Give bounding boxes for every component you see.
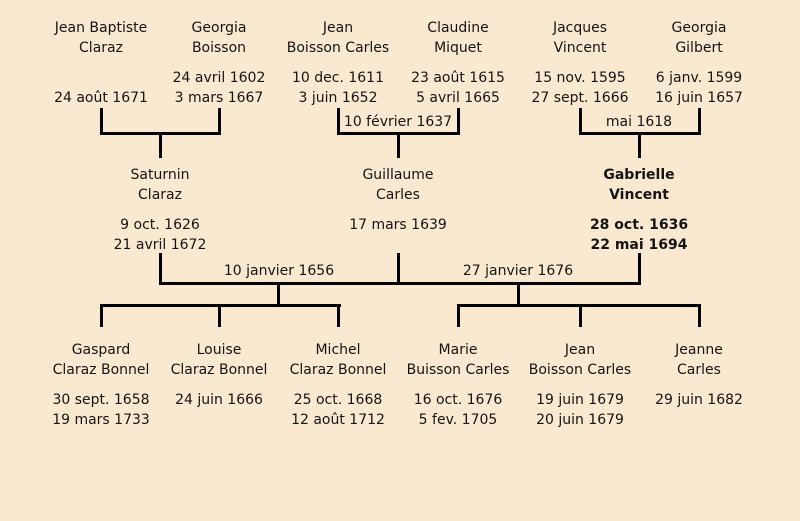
person-surname: Claraz Bonnel xyxy=(52,362,150,378)
person-given-name: Michel xyxy=(315,342,361,358)
person-surname: Boisson Carles xyxy=(286,40,390,56)
person-surname: Boisson xyxy=(191,40,247,56)
death-date: 19 mars 1733 xyxy=(52,412,150,428)
connector-line xyxy=(517,284,520,306)
death-date: 3 juin 1652 xyxy=(298,90,378,106)
birth-date: 30 sept. 1658 xyxy=(52,392,150,408)
birth-date: 24 juin 1666 xyxy=(175,392,263,408)
person-surname: Buisson Carles xyxy=(406,362,510,378)
person-surname: Vincent xyxy=(609,187,669,203)
death-date xyxy=(328,235,468,255)
person-michel-claraz-bonnel[interactable] xyxy=(268,340,408,430)
death-date: 22 mai 1694 xyxy=(590,237,688,253)
birth-date: 23 août 1615 xyxy=(411,70,505,86)
person-dates xyxy=(388,390,528,430)
connector-line xyxy=(397,253,400,285)
connector-line xyxy=(579,304,582,327)
person-given-name: Jeanne xyxy=(675,342,723,358)
person-gabrielle-vincent[interactable] xyxy=(569,165,709,255)
connector-line xyxy=(638,134,641,158)
connector-line xyxy=(218,304,221,327)
connector-line xyxy=(100,108,103,135)
person-jean-boisson-carles[interactable] xyxy=(268,18,408,108)
birth-date: 15 nov. 1595 xyxy=(534,70,626,86)
person-surname: Vincent xyxy=(553,40,607,56)
person-dates xyxy=(569,215,709,255)
person-given-name: Marie xyxy=(438,342,478,358)
person-saturnin-claraz[interactable] xyxy=(90,165,230,255)
person-given-name: Jean xyxy=(322,20,354,36)
person-surname: Claraz xyxy=(138,187,182,203)
connector-line xyxy=(218,108,221,135)
connector-line xyxy=(337,304,340,327)
death-date: 5 avril 1665 xyxy=(416,90,500,106)
person-surname: Carles xyxy=(376,187,420,203)
person-given-name: Claudine xyxy=(427,20,489,36)
birth-date: 6 janv. 1599 xyxy=(655,70,743,86)
death-date: 27 sept. 1666 xyxy=(531,90,629,106)
person-marie-buisson-carles[interactable] xyxy=(388,340,528,430)
connector-line xyxy=(159,282,641,285)
person-given-name: Jean Baptiste xyxy=(54,20,148,36)
death-date: 24 août 1671 xyxy=(54,90,148,106)
birth-date: 24 avril 1602 xyxy=(172,70,266,86)
person-given-name: Louise xyxy=(196,342,242,358)
connector-line xyxy=(397,134,400,158)
person-dates xyxy=(268,68,408,108)
person-surname: Claraz Bonnel xyxy=(170,362,268,378)
death-date: 5 fev. 1705 xyxy=(418,412,498,428)
person-jeanne-carles[interactable] xyxy=(629,340,769,430)
person-given-name: Jean xyxy=(564,342,596,358)
death-date: 16 juin 1657 xyxy=(655,90,743,106)
person-given-name: Jacques xyxy=(552,20,608,36)
connector-line xyxy=(100,304,103,327)
death-date xyxy=(629,410,769,430)
person-claudine-miquet[interactable] xyxy=(388,18,528,108)
death-date: 12 août 1712 xyxy=(291,412,385,428)
birth-date: 19 juin 1679 xyxy=(536,392,624,408)
person-surname: Claraz xyxy=(79,40,123,56)
person-dates xyxy=(388,68,528,108)
person-guillaume-carles[interactable] xyxy=(328,165,468,255)
person-surname: Miquet xyxy=(434,40,482,56)
death-date: 21 avril 1672 xyxy=(113,237,207,253)
person-dates xyxy=(90,215,230,255)
person-given-name: Gaspard xyxy=(71,342,131,358)
birth-date: 16 oct. 1676 xyxy=(413,392,503,408)
person-surname: Boisson Carles xyxy=(528,362,632,378)
connector-line xyxy=(457,304,460,327)
person-surname: Carles xyxy=(677,362,721,378)
marriage-date-label: mai 1618 xyxy=(605,114,673,130)
person-dates xyxy=(328,215,468,255)
connector-line xyxy=(159,134,162,158)
person-surname: Claraz Bonnel xyxy=(289,362,387,378)
person-given-name: Saturnin xyxy=(130,167,190,183)
death-date: 20 juin 1679 xyxy=(536,412,624,428)
person-given-name: Georgia xyxy=(671,20,727,36)
birth-date: 10 dec. 1611 xyxy=(292,70,384,86)
person-given-name: Gabrielle xyxy=(603,167,675,183)
marriage-date-label: 27 janvier 1676 xyxy=(462,263,574,279)
birth-date: 17 mars 1639 xyxy=(349,217,447,233)
birth-date: 28 oct. 1636 xyxy=(589,217,689,233)
connector-line xyxy=(277,284,280,306)
marriage-date-label: 10 janvier 1656 xyxy=(223,263,335,279)
connector-line xyxy=(698,304,701,327)
person-georgia-gilbert[interactable] xyxy=(629,18,769,108)
person-dates xyxy=(268,390,408,430)
person-dates xyxy=(629,68,769,108)
person-given-name: Georgia xyxy=(191,20,247,36)
birth-date: 25 oct. 1668 xyxy=(293,392,383,408)
connector-line xyxy=(159,253,162,285)
birth-date: 29 juin 1682 xyxy=(655,392,743,408)
marriage-date-label: 10 février 1637 xyxy=(343,114,453,130)
connector-line xyxy=(638,253,641,285)
person-given-name: Guillaume xyxy=(362,167,434,183)
birth-date: 9 oct. 1626 xyxy=(120,217,200,233)
death-date: 3 mars 1667 xyxy=(174,90,264,106)
person-surname: Gilbert xyxy=(675,40,723,56)
person-dates xyxy=(629,390,769,430)
